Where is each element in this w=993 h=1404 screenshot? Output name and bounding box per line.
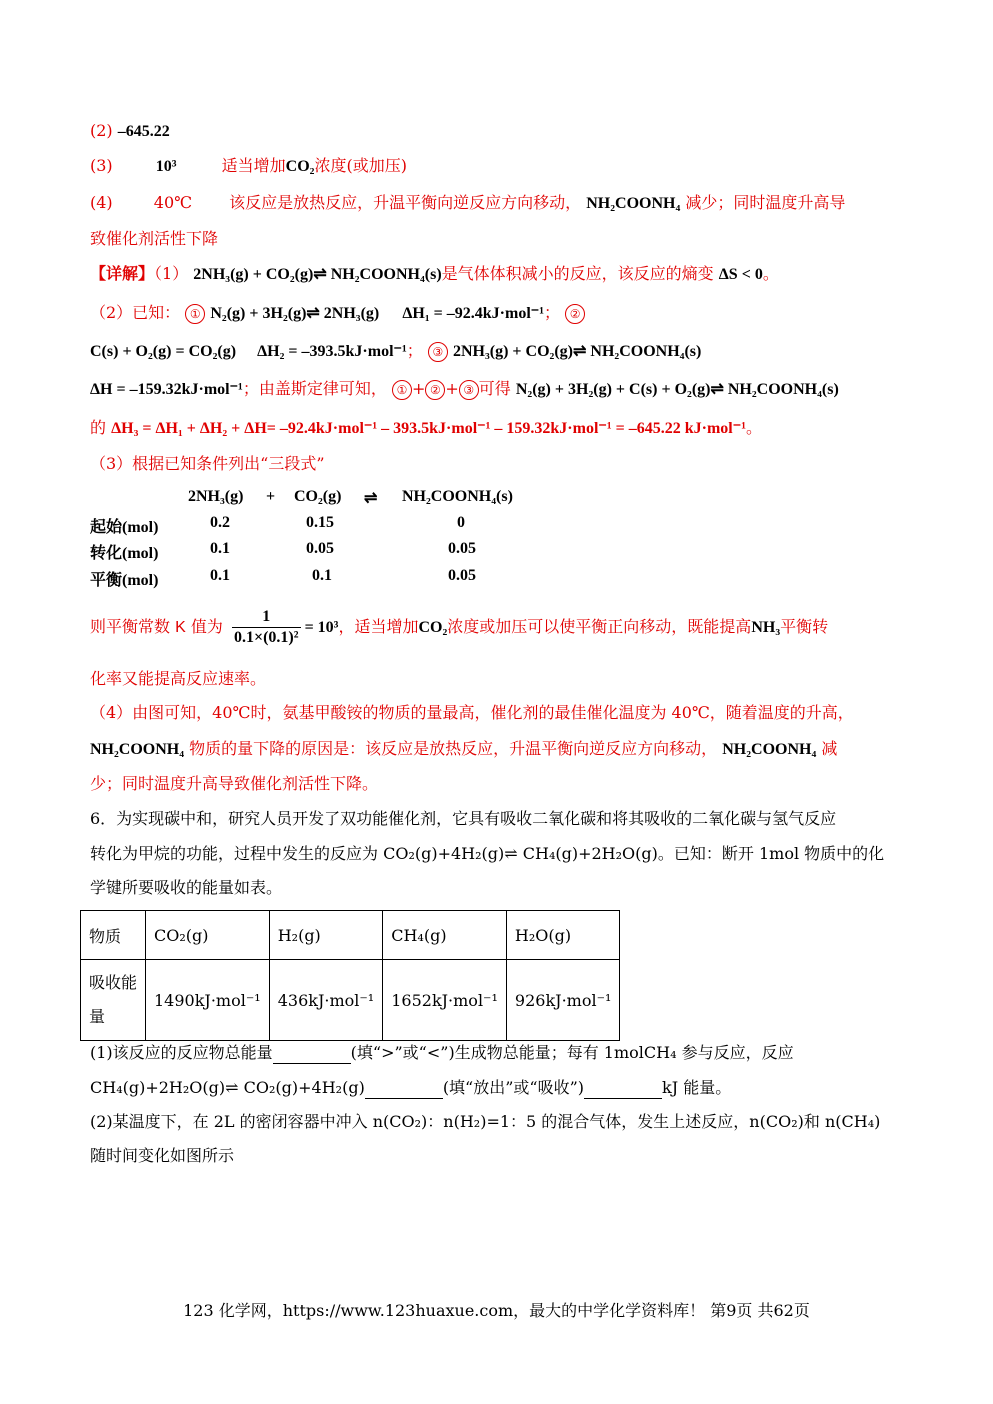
table-cell-ch4: 1652kJ·mol⁻¹	[383, 960, 507, 1041]
plus-2: +	[445, 379, 459, 398]
page-footer: 123 化学网，https://www.123huaxue.com，最大的中学化学资料库！ 第9页 共62页	[183, 1301, 810, 1320]
bond-energy-table	[80, 910, 620, 1041]
q6-s1e: kJ 能量。	[662, 1078, 732, 1097]
tableau-header-product: NH₂COONH₄(s)	[402, 488, 513, 505]
answer-2	[90, 120, 170, 143]
detail-p2-eq4: N₂(g) + 3H₂(g) + C(s) + O₂(g)⇌ NH₂COONH₄(s)	[515, 381, 839, 398]
detail-p1-end: 。	[762, 264, 779, 283]
q6-line1: 6．为实现碳中和，研究人员开发了双功能催化剂，它具有吸收二氧化碳和将其吸收的二氧化碳与氢气反应	[90, 809, 837, 828]
q6-s1b: (填“>”或“<”)生成物总能量；每有 1molCH₄ 参与反应，反应	[350, 1043, 794, 1062]
tableau-cell: 0.05	[448, 540, 476, 557]
circle-1: ①	[185, 304, 205, 324]
p4-text2: 减	[821, 739, 838, 758]
table-header-h2: H₂(g)	[269, 911, 383, 960]
k-text3: 平衡转	[780, 617, 829, 636]
detail-p2-dh1: ΔH₁ = –92.4kJ·mol⁻¹	[402, 305, 544, 322]
answer-3	[90, 155, 407, 178]
circle-3b: ③	[459, 380, 479, 400]
answer-2-label: (2)	[90, 121, 113, 140]
k-co2: CO₂	[418, 619, 448, 636]
answer-4	[90, 192, 845, 215]
tableau-row-label: 平衡(mol)	[90, 572, 159, 589]
k-text: ，适当增加	[338, 617, 419, 636]
detail-p2-end: 。	[746, 418, 763, 437]
k-denominator: 0.1×(0.1)²	[233, 629, 299, 646]
circle-2b: ②	[425, 380, 445, 400]
answer-4-temp: 40℃	[153, 193, 193, 212]
answer-3-co2: CO₂	[285, 158, 315, 175]
tableau-cell: 0.15	[306, 514, 334, 531]
k-mid: 值为	[190, 617, 223, 636]
k-fraction	[232, 607, 301, 648]
table-header-h2o: H₂O(g)	[506, 911, 620, 960]
tableau-cell: 0.1	[210, 540, 230, 557]
table-header-substance: 物质	[81, 911, 146, 960]
answer-4-text: 该反应是放热反应，升温平衡向逆反应方向移动，	[229, 193, 582, 212]
detail-p3-end: 化率又能提高反应速率。	[90, 669, 267, 688]
detail-p4-d: 少；同时温度升高导致催化剂活性下降。	[90, 774, 379, 793]
answer-3-k: 10³	[155, 158, 177, 175]
tableau-header-plus: +	[266, 488, 276, 505]
tableau-cell: 0.05	[306, 540, 334, 557]
answer-3-text: 适当增加	[221, 156, 286, 175]
detail-p2-get: 可得	[478, 379, 511, 398]
answer-4-chem: NH₂COONH₄	[586, 195, 681, 212]
tableau-cell: 0.1	[312, 567, 332, 584]
tableau-cell: 0.2	[210, 514, 230, 531]
answer-blank-2[interactable]	[365, 1082, 443, 1099]
answer-4-text2: 减少；同时温度升高导	[685, 193, 846, 212]
circle-2: ②	[565, 304, 585, 324]
tableau-header-co2: CO₂(g)	[294, 488, 342, 505]
detail-sep-1: ；	[544, 303, 561, 322]
detail-p2-eq3: 2NH₃(g) + CO₂(g)⇌ NH₂COONH₄(s)	[452, 343, 702, 360]
detail-p4-a: （4）由图可知，40℃时，氨基甲酸铵的物质的量最高，催化剂的最佳催化温度为 40℃，随着温度的升高，	[90, 703, 854, 722]
q6-s1c: CH₄(g)+2H₂O(g)⇌ CO₂(g)+4H₂(g)	[90, 1078, 365, 1097]
detail-p2-hess: ；由盖斯定律可知，	[242, 379, 387, 398]
q6-sub2-line2: 随时间变化如图所示	[90, 1146, 235, 1165]
detail-p2-pre: （2）已知：	[90, 303, 181, 322]
answer-blank-1[interactable]	[273, 1047, 351, 1064]
detail-p2-dh2: ΔH₂ = –393.5kJ·mol⁻¹	[257, 343, 407, 360]
table-header-co2: CO₂(g)	[146, 911, 270, 960]
k-eq: = 10³	[304, 619, 339, 636]
tableau-header-nh3: 2NH₃(g)	[188, 488, 244, 505]
answer-3-label: (3)	[90, 156, 113, 175]
answer-2-value: –645.22	[117, 123, 170, 140]
q6-s1a: (1)该反应的反应物总能量	[90, 1043, 273, 1062]
detail-p2-eq1: N₂(g) + 3H₂(g)⇌ 2NH₃(g)	[210, 305, 380, 322]
detail-p2-line2	[90, 340, 701, 363]
p4-chem2: NH₂COONH₄	[722, 741, 817, 758]
p4-chem: NH₂COONH₄	[90, 741, 185, 758]
table-cell-h2o: 926kJ·mol⁻¹	[506, 960, 620, 1041]
q6-sub1-line2	[90, 1077, 731, 1099]
detail-p2-sum: ΔH₃ = ΔH₁ + ΔH₂ + ΔH= –92.4kJ·mol⁻¹ – 393.5kJ·mol⁻¹ – 159.32kJ·mol⁻¹ = –645.22 kJ·mol⁻¹	[111, 420, 746, 437]
detail-p2-eq2: C(s) + O₂(g) = CO₂(g)	[90, 343, 237, 360]
q6-sub1-line1	[90, 1042, 794, 1064]
detail-p3-title: （3）根据已知条件列出“三段式”	[90, 454, 325, 473]
detail-p1-eq: 2NH₃(g) + CO₂(g)⇌ NH₂COONH₄(s)	[193, 266, 442, 283]
detail-label: 【详解】	[90, 264, 155, 283]
detail-p1-pre: （1）	[154, 264, 189, 283]
answer-3-text2: 浓度(或加压)	[314, 156, 407, 175]
q6-sub2-line1: (2)某温度下，在 2L 的密闭容器中冲入 n(CO₂)：n(H₂)=1：5 的混合气体，发生上述反应，n(CO₂)和 n(CH₄)	[90, 1112, 881, 1131]
plus-1: +	[411, 379, 426, 398]
detail-p1	[90, 263, 779, 286]
k-numerator: 1	[232, 607, 301, 628]
q6-s1d: (填“放出”或“吸收”)	[442, 1078, 585, 1097]
tableau-header-arrow: ⇌	[364, 490, 378, 507]
detail-p1-text: 是气体体积减小的反应，该反应的熵变	[441, 264, 714, 283]
detail-p2-de: 的	[90, 418, 107, 437]
answer-4-label: (4)	[90, 193, 113, 212]
detail-p2-line1	[90, 302, 585, 325]
tableau-cell: 0.05	[448, 567, 476, 584]
answer-blank-3[interactable]	[584, 1082, 662, 1099]
table-cell-co2: 1490kJ·mol⁻¹	[146, 960, 270, 1041]
detail-p2-line4	[90, 417, 762, 440]
circle-1b: ①	[392, 380, 412, 400]
table-row-energy-label: 吸收能量	[81, 960, 146, 1041]
q6-line3: 学键所要吸收的能量如表。	[90, 878, 283, 897]
detail-p3-k	[90, 605, 828, 650]
answer-4-text3: 致催化剂活性下降	[90, 229, 219, 248]
tableau-row-label: 转化(mol)	[90, 545, 159, 562]
p4-text: 物质的量下降的原因是：该反应是放热反应，升温平衡向逆反应方向移动，	[189, 739, 718, 758]
k-symbol: K	[175, 619, 186, 636]
tableau-cell: 0.1	[210, 567, 230, 584]
q6-line2: 转化为甲烷的功能，过程中发生的反应为 CO₂(g)+4H₂(g)⇌ CH₄(g)+2H₂O(g)。已知：断开 1mol 物质中的化	[90, 844, 885, 863]
k-text2: 浓度或加压可以使平衡正向移动，既能提高	[447, 617, 752, 636]
tableau-cell: 0	[457, 514, 465, 531]
k-nh3: NH₃	[751, 619, 781, 636]
detail-p2-line3	[90, 378, 839, 401]
k-pre: 则平衡常数	[90, 617, 171, 636]
circle-3: ③	[428, 342, 448, 362]
detail-p2-dh3: ΔH = –159.32kJ·mol⁻¹	[90, 381, 243, 398]
detail-sep-2: ；	[406, 341, 423, 360]
table-cell-h2: 436kJ·mol⁻¹	[269, 960, 383, 1041]
detail-p4-b	[90, 738, 837, 761]
tableau-row-label: 起始(mol)	[90, 519, 159, 536]
table-header-ch4: CH₄(g)	[383, 911, 507, 960]
detail-p1-ds: ΔS < 0	[718, 266, 763, 283]
